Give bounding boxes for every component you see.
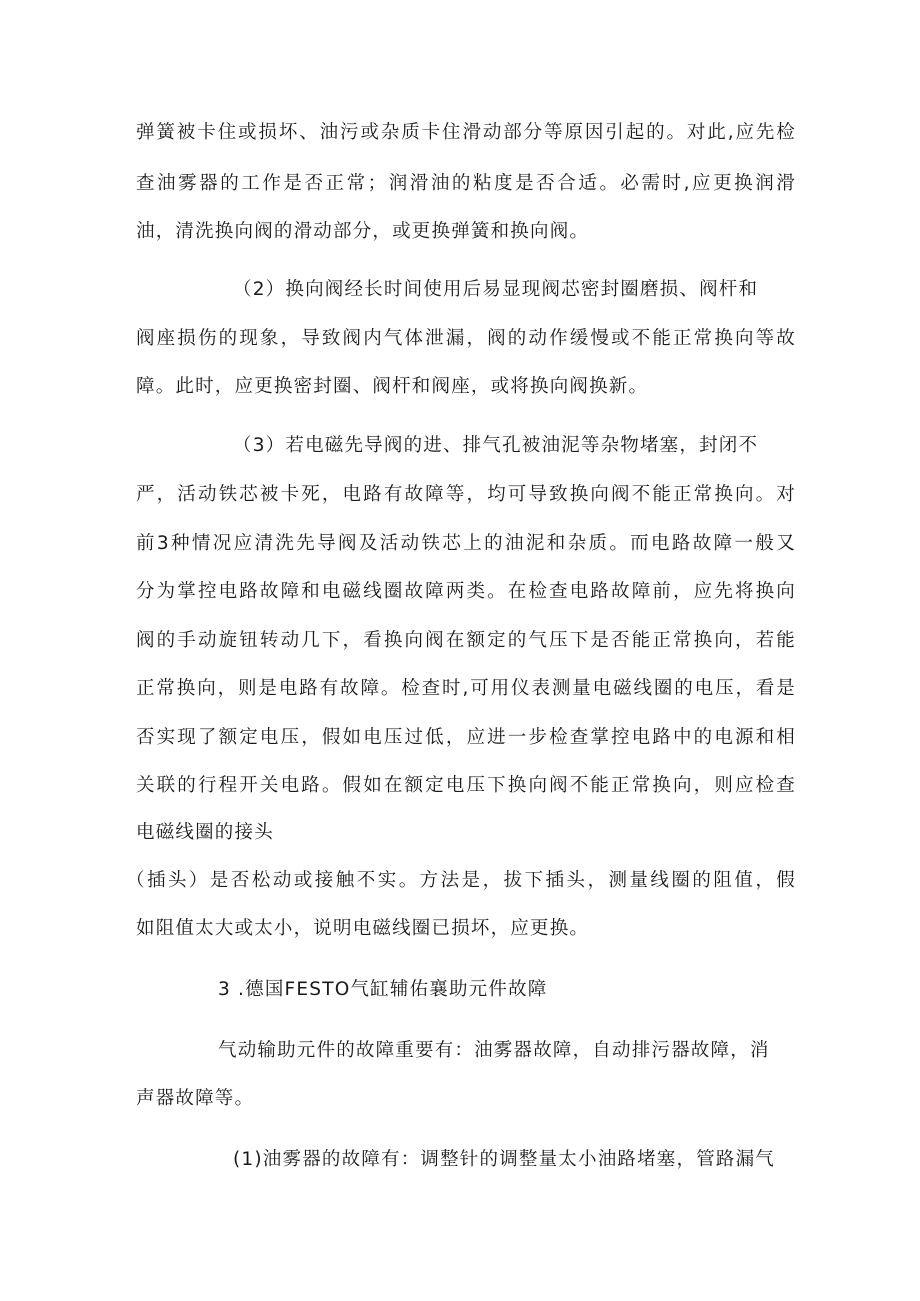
paragraph-line: （3）若电磁先导阀的进、排气孔被油泥等杂物堵塞，封闭不 — [233, 435, 759, 456]
paragraph-line: 阀座损伤的现象，导致阀内气体泄漏，阀的动作缓慢或不能正常换向等故 — [136, 328, 796, 349]
paragraph-line: 正常换向，则是电路有故障。检查时,可用仪表测量电磁线圈的电压，看是 — [136, 678, 796, 699]
paragraph-line: 如阻值太大或太小，说明电磁线圈已损坏，应更换。 — [136, 918, 590, 939]
paragraph-line: 障。此时，应更换密封圈、阀杆和阀座，或将换向阀换新。 — [136, 376, 649, 397]
paragraph-line: （插头）是否松动或接触不实。方法是，拔下插头，测量线圈的阻值，假 — [126, 870, 796, 891]
paragraph-line: (1)油雾器的故障有：调整针的调整量太小油路堵塞，管路漏气 — [233, 1149, 776, 1170]
paragraph-line: 油，清洗换向阀的滑动部分，或更换弹簧和换向阀。 — [136, 221, 590, 242]
paragraph-line: 严，活动铁芯被卡死，电路有故障等，均可导致换向阀不能正常换向。对 — [136, 484, 796, 505]
paragraph-line: （2）换向阀经长时间使用后易显现阀芯密封圈磨损、阀杆和 — [233, 279, 759, 300]
section-heading: 3 .德国FESTO气缸辅佑襄助元件故障 — [218, 979, 548, 1000]
paragraph-line: 气动输助元件的故障重要有：油雾器故障，自动排污器故障，消 — [218, 1040, 770, 1061]
paragraph-line: 前3种情况应清洗先导阀及活动铁芯上的油泥和杂质。而电路故障一般又 — [136, 533, 796, 554]
paragraph-line: 电磁线圈的接头 — [136, 822, 274, 843]
paragraph-line: 声器故障等。 — [136, 1088, 255, 1109]
paragraph-line: 否实现了额定电压，假如电压过低，应进一步检查掌控电路中的电源和相 — [136, 727, 796, 748]
paragraph-line: 关联的行程开关电路。假如在额定电压下换向阀不能正常换向，则应检查 — [136, 775, 796, 796]
paragraph-line: 分为掌控电路故障和电磁线圈故障两类。在检查电路故障前，应先将换向 — [136, 581, 796, 602]
paragraph-line: 查油雾器的工作是否正常；润滑油的粘度是否合适。必需时,应更换润滑 — [136, 173, 796, 194]
paragraph-line: 阀的手动旋钮转动几下，看换向阀在额定的气压下是否能正常换向，若能 — [136, 630, 796, 651]
paragraph-line: 弹簧被卡住或损坏、油污或杂质卡住滑动部分等原因引起的。对此,应先检 — [136, 122, 796, 143]
